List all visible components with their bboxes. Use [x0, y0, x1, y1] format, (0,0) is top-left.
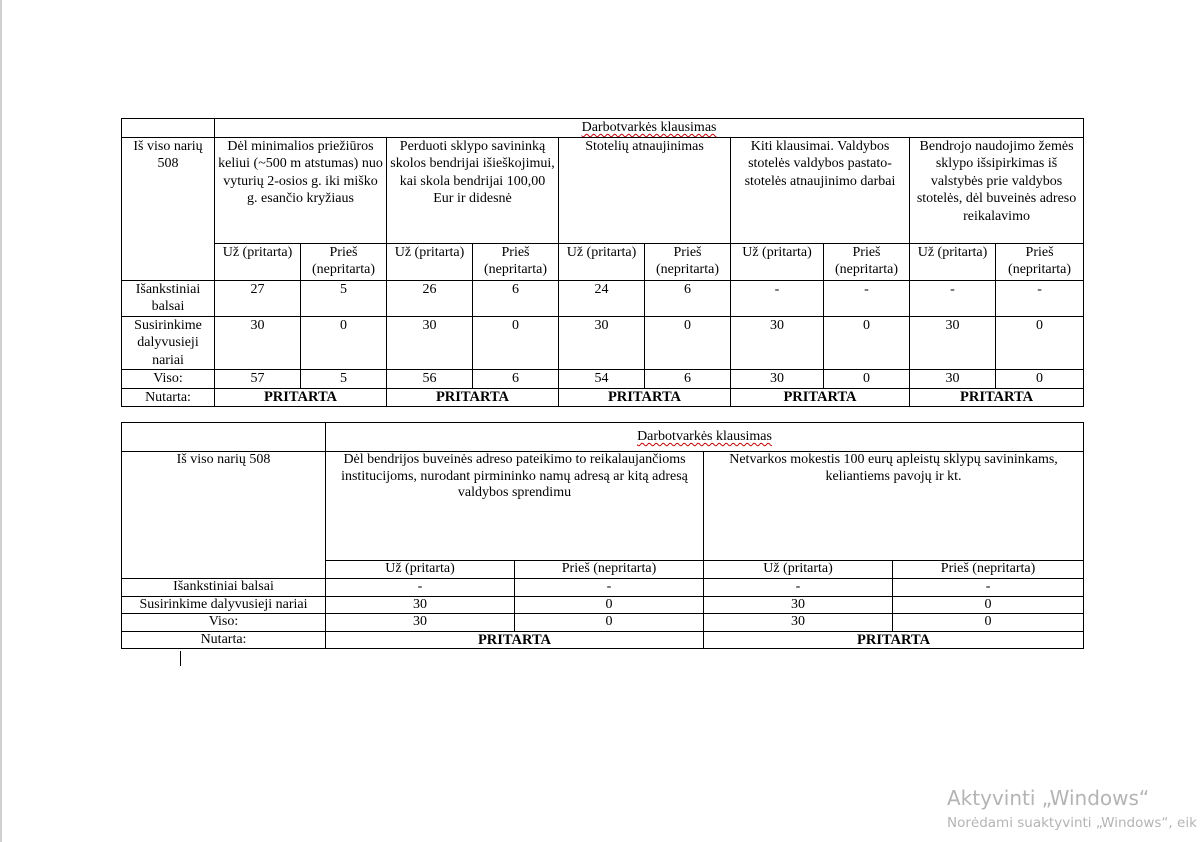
- activation-watermark-subtitle: Norėdami suaktyvinti „Windows“, eik: [947, 815, 1197, 831]
- text-cursor[interactable]: [180, 651, 181, 666]
- vote-cell: 30: [704, 614, 893, 632]
- vote-cell: 30: [704, 596, 893, 614]
- question-1: Dėl minimalios priežiūros keliui (~500 m atstumas) nuo vyturių 2-osios g. iki miško g. esančio kryžiaus: [215, 137, 387, 243]
- for-header: Už (pritarta): [326, 560, 515, 578]
- row-label: Išankstiniai balsai: [122, 280, 215, 316]
- question-2: Perduoti sklypo savininką skolos bendrijai išieškojimui, kai skola bendrijai 100,00 Eur ir didesnė: [387, 137, 559, 243]
- vote-cell: 30: [559, 316, 645, 370]
- for-header: Už (pritarta): [910, 243, 996, 280]
- vote-cell: 30: [326, 614, 515, 632]
- row-label: Išankstiniai balsai: [122, 579, 326, 597]
- vote-cell: 30: [910, 370, 996, 389]
- vote-cell: 27: [215, 280, 301, 316]
- table-row: [122, 370, 1084, 389]
- vote-cell: 5: [301, 280, 387, 316]
- question-1: Dėl bendrijos buveinės adreso pateikimo to reikalaujančioms institucijoms, nurodant pirmininko namų adresą ar kitą adresą valdybos sprendimu: [326, 452, 704, 561]
- vote-cell: 57: [215, 370, 301, 389]
- for-header: Už (pritarta): [387, 243, 473, 280]
- vote-cell: -: [515, 579, 704, 597]
- against-header: Prieš (nepritarta): [645, 243, 731, 280]
- empty-corner-cell: [122, 423, 326, 452]
- row-label: Susirinkime dalyvusieji nariai: [122, 316, 215, 370]
- table-row: [122, 280, 1084, 316]
- against-header: Prieš (nepritarta): [515, 560, 704, 578]
- vote-cell: -: [910, 280, 996, 316]
- decision-cell: PRITARTA: [387, 388, 559, 407]
- vote-cell: 30: [215, 316, 301, 370]
- question-4: Kiti klausimai. Valdybos stotelės valdybos pastato-stotelės atnaujinimo darbai: [731, 137, 910, 243]
- vote-cell: 30: [731, 370, 824, 389]
- vote-cell: 6: [645, 280, 731, 316]
- vote-cell: 0: [893, 596, 1084, 614]
- total-members-cell: Iš viso narių 508: [122, 452, 326, 579]
- for-header: Už (pritarta): [731, 243, 824, 280]
- question-2: Netvarkos mokestis 100 eurų apleistų sklypų savininkams, keliantiems pavojų ir kt.: [704, 452, 1084, 561]
- question-5: Bendrojo naudojimo žemės sklypo išsipirkimas iš valstybės prie valdybos stotelės, dėl buveinės adreso reikalavimo: [910, 137, 1084, 243]
- vote-cell: 0: [996, 316, 1084, 370]
- table-row: [122, 596, 1084, 614]
- vote-cell: 0: [893, 614, 1084, 632]
- row-label: Viso:: [122, 614, 326, 632]
- vote-cell: 0: [645, 316, 731, 370]
- vote-cell: 6: [473, 370, 559, 389]
- against-header: Prieš (nepritarta): [996, 243, 1084, 280]
- vote-cell: -: [996, 280, 1084, 316]
- table-row: [122, 579, 1084, 597]
- row-label: Viso:: [122, 370, 215, 389]
- activation-watermark-title: Aktyvinti „Windows“: [947, 786, 1150, 810]
- vote-cell: -: [824, 280, 910, 316]
- vote-cell: 0: [301, 316, 387, 370]
- vote-cell: 24: [559, 280, 645, 316]
- for-header: Už (pritarta): [704, 560, 893, 578]
- vote-cell: 30: [731, 316, 824, 370]
- vote-cell: 0: [996, 370, 1084, 389]
- decision-cell: PRITARTA: [326, 631, 704, 649]
- vote-cell: 0: [515, 596, 704, 614]
- vote-cell: 30: [910, 316, 996, 370]
- vote-cell: 56: [387, 370, 473, 389]
- decision-cell: PRITARTA: [559, 388, 731, 407]
- row-label: Nutarta:: [122, 388, 215, 407]
- against-header: Prieš (nepritarta): [824, 243, 910, 280]
- vote-cell: 26: [387, 280, 473, 316]
- decision-cell: PRITARTA: [704, 631, 1084, 649]
- vote-cell: 0: [824, 370, 910, 389]
- vote-cell: 6: [645, 370, 731, 389]
- for-header: Už (pritarta): [215, 243, 301, 280]
- vote-cell: 0: [473, 316, 559, 370]
- vote-cell: 0: [824, 316, 910, 370]
- decision-cell: PRITARTA: [910, 388, 1084, 407]
- vote-cell: 30: [326, 596, 515, 614]
- vote-cell: 30: [387, 316, 473, 370]
- vote-cell: 6: [473, 280, 559, 316]
- empty-corner-cell: [122, 119, 215, 138]
- row-label: Nutarta:: [122, 631, 326, 649]
- vote-cell: -: [326, 579, 515, 597]
- table-row: [122, 614, 1084, 632]
- vote-cell: 5: [301, 370, 387, 389]
- page-edge: [0, 0, 2, 842]
- vote-cell: -: [731, 280, 824, 316]
- total-members-cell: Iš viso narių 508: [122, 137, 215, 280]
- decision-row: [122, 388, 1084, 407]
- decision-row: [122, 631, 1084, 649]
- for-header: Už (pritarta): [559, 243, 645, 280]
- against-header: Prieš (nepritarta): [473, 243, 559, 280]
- row-label: Susirinkime dalyvusieji nariai: [122, 596, 326, 614]
- agenda-header: Darbotvarkės klausimas: [326, 423, 1084, 452]
- question-3: Stotelių atnaujinimas: [559, 137, 731, 243]
- decision-cell: PRITARTA: [215, 388, 387, 407]
- table-row: [122, 316, 1084, 370]
- vote-cell: 54: [559, 370, 645, 389]
- voting-table-2: [121, 422, 1084, 649]
- voting-table-1: [121, 118, 1084, 407]
- vote-cell: -: [893, 579, 1084, 597]
- vote-cell: 0: [515, 614, 704, 632]
- agenda-header: Darbotvarkės klausimas: [215, 119, 1084, 138]
- against-header: Prieš (nepritarta): [301, 243, 387, 280]
- against-header: Prieš (nepritarta): [893, 560, 1084, 578]
- vote-cell: -: [704, 579, 893, 597]
- decision-cell: PRITARTA: [731, 388, 910, 407]
